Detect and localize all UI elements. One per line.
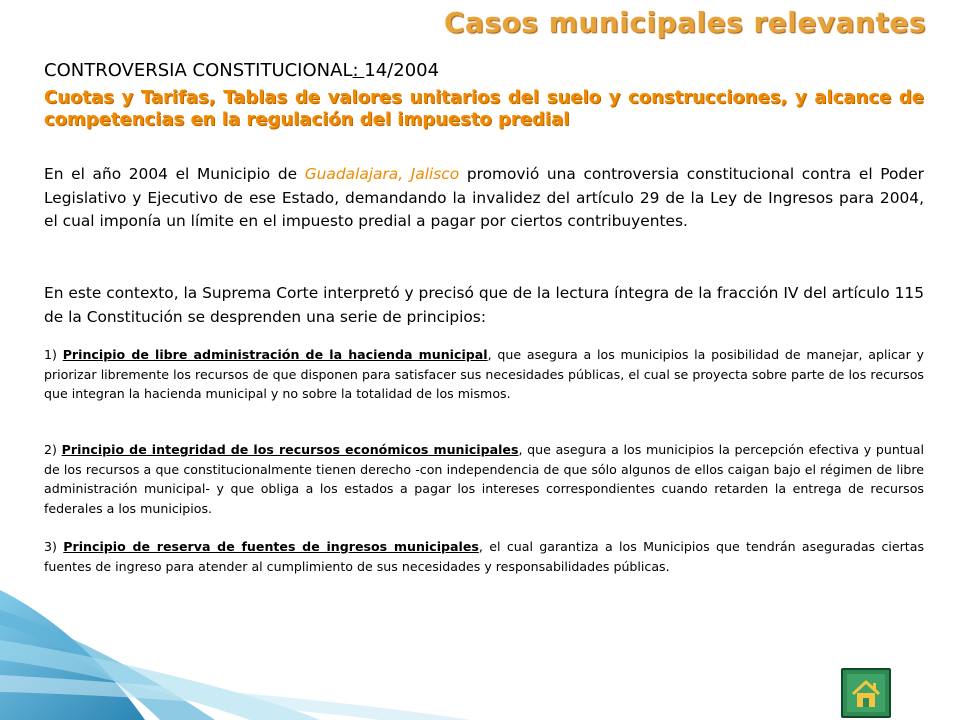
principle-text: , el cual garantiza a los Municipios que tendrán aseguradas ciertas fuentes de ingreso para atender al cumplimiento de sus necesidades y responsabilidades públicas. (44, 539, 925, 574)
principle-number: 2) (44, 442, 62, 457)
case-label: CONTROVERSIA CONSTITUCIONAL (44, 60, 353, 81)
intro-text-before: En el año 2004 el Municipio de (44, 165, 305, 183)
case-subtitle: Cuotas y Tarifas, Tablas de valores unitarios del suelo y construcciones, y alcance de competencias en la regulación del impuesto predial (44, 87, 924, 130)
case-header (44, 60, 439, 81)
decorative-corner-graphic (0, 580, 960, 720)
principle-text: , que asegura a los municipios la posibilidad de manejar, aplicar y priorizar libremente los recursos de que disponen para satisfacer sus necesidades públicas, el cual se proyecta sobre parte de los recursos que integran la hacienda municipal y no sobre la totalidad de los mismos. (44, 347, 924, 401)
case-separator: : (352, 60, 365, 81)
principle-number: 1) (44, 347, 63, 362)
principle-text: , que asegura a los municipios la percepción efectiva y puntual de los recursos a que constitucionalmente tienen derecho -con independencia de que sólo algunos de ellos caigan bajo el régimen de libre administración municipal- y que obliga a los estados a pagar los intereses correspondientes cuando retarden la entrega de recursos federales a los municipios. (44, 442, 924, 516)
home-icon (847, 674, 885, 712)
principle-name: Principio de reserva de fuentes de ingresos municipales (63, 539, 479, 554)
intro-paragraph (44, 163, 924, 234)
principle-item (44, 537, 924, 576)
principle-number: 3) (44, 539, 64, 554)
context-paragraph: En este contexto, la Suprema Corte interpretó y precisó que de la lectura íntegra de la fracción IV del artículo 115 de la Constitución se desprenden una serie de principios: (44, 284, 924, 326)
home-button[interactable] (841, 668, 891, 718)
page-title: Casos municipales relevantes (443, 6, 926, 39)
principle-item (44, 345, 924, 404)
intro-text-after: promovió una controversia constitucional contra el Poder Legislativo y Ejecutivo de ese Estado, demandando la invalidez del artículo 29 de la Ley de Ingresos para 2004, el cual imponía un límite en el impuesto predial a pagar por ciertos contribuyentes. (44, 165, 924, 230)
principle-name: Principio de libre administración de la hacienda municipal (62, 347, 488, 362)
principle-name: Principio de integridad de los recursos económicos municipales (61, 442, 519, 457)
municipality-highlight: Guadalajara, Jalisco (304, 165, 460, 183)
case-number: 14/2004 (364, 60, 440, 81)
principle-item (44, 440, 924, 518)
